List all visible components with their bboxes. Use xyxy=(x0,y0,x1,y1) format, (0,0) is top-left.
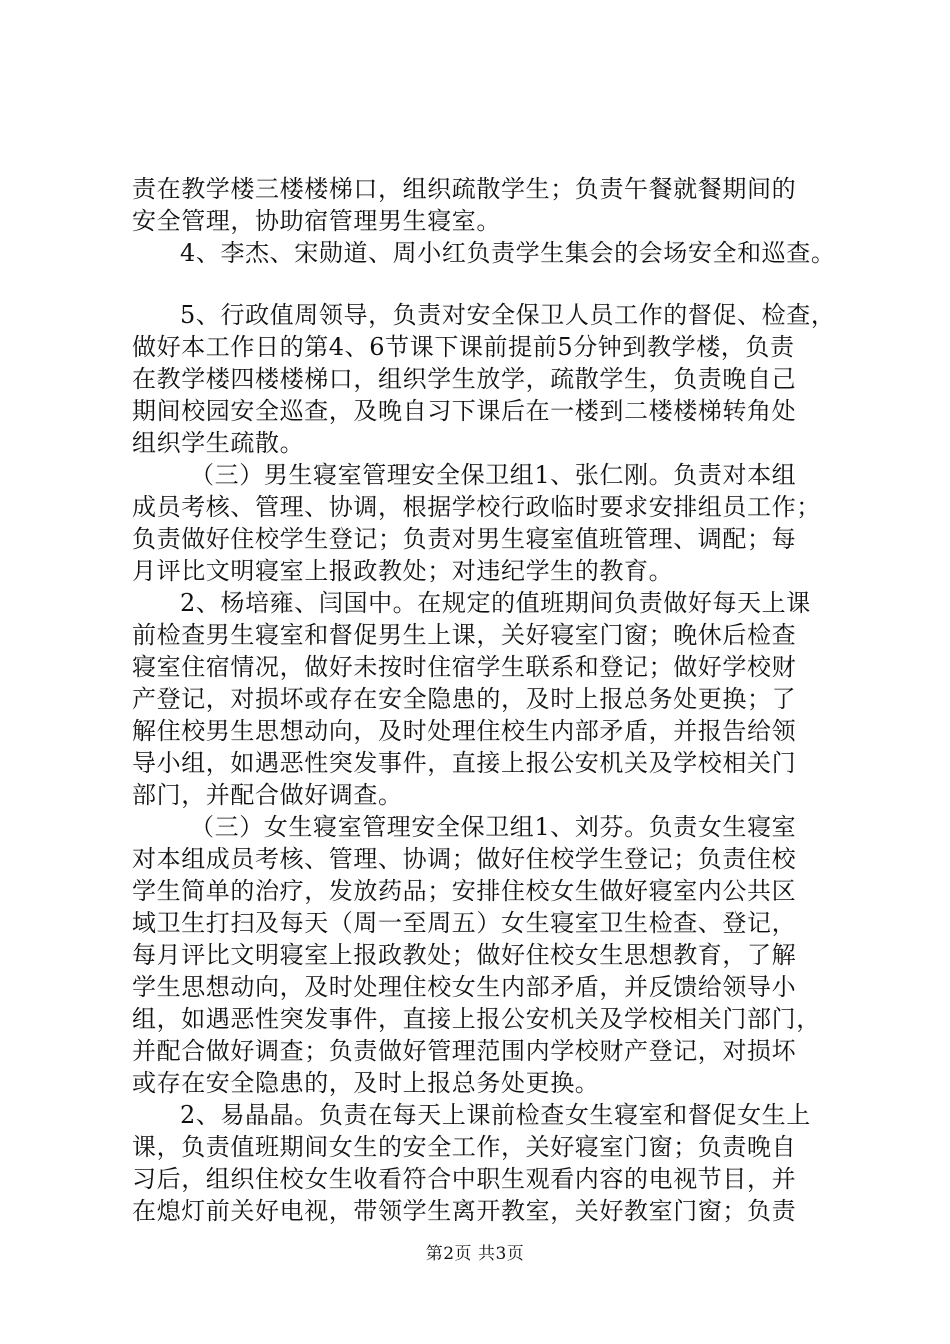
text-line: 期间校园安全巡查，及晚自习下课后在一楼到二楼楼梯转角处 xyxy=(132,397,797,425)
text-line: 2、易晶晶。负责在每天上课前检查女生寝室和督促女生上 xyxy=(180,1101,811,1129)
text-line: 学生思想动向，及时处理住校女生内部矛盾，并反馈给领导小 xyxy=(132,973,797,1001)
text-line: （三）女生寝室管理安全保卫组1、刘芬。负责女生寝室 xyxy=(190,813,797,841)
text-line: 责在教学楼三楼楼梯口，组织疏散学生；负责午餐就餐期间的 xyxy=(132,175,797,203)
text-line: 解住校男生思想动向，及时处理住校生内部矛盾，并报告给领 xyxy=(132,717,797,745)
text-line: 安全管理，协助宿管理男生寝室。 xyxy=(132,207,501,235)
text-line: 寝室住宿情况，做好未按时住宿学生联系和登记；做好学校财 xyxy=(132,653,797,681)
page-number-footer: 第2页 共3页 xyxy=(425,1244,525,1264)
text-line: 2、杨培雍、闫国中。在规定的值班期间负责做好每天上课 xyxy=(180,589,811,617)
text-line: 并配合做好调查；负责做好管理范围内学校财产登记，对损坏 xyxy=(132,1037,797,1065)
text-line: 域卫生打扫及每天（周一至周五）女生寝室卫生检查、登记， xyxy=(132,909,797,937)
text-line: 组织学生疏散。 xyxy=(132,429,305,457)
text-line: 对本组成员考核、管理、协调；做好住校学生登记；负责住校 xyxy=(132,845,797,873)
text-line: 学生简单的治疗，发放药品；安排住校女生做好寝室内公共区 xyxy=(132,877,797,905)
text-line: 产登记，对损坏或存在安全隐患的，及时上报总务处更换；了 xyxy=(132,685,797,713)
text-line: 部门，并配合做好调查。 xyxy=(132,781,403,809)
text-line: 月评比文明寝室上报政教处；对违纪学生的教育。 xyxy=(132,557,674,585)
text-line: 课，负责值班期间女生的安全工作，关好寝室门窗；负责晚自 xyxy=(132,1133,797,1161)
text-line: 做好本工作日的第4、6节课下课前提前5分钟到教学楼，负责 xyxy=(132,333,795,361)
text-line: （三）男生寝室管理安全保卫组1、张仁刚。负责对本组 xyxy=(190,461,797,489)
text-line: 习后，组织住校女生收看符合中职生观看内容的电视节目，并 xyxy=(132,1165,797,1193)
text-line: 在教学楼四楼楼梯口，组织学生放学，疏散学生，负责晚自己 xyxy=(132,365,797,393)
text-line: 或存在安全隐患的，及时上报总务处更换。 xyxy=(132,1069,600,1097)
text-line: 组，如遇恶性突发事件，直接上报公安机关及学校相关门部门， xyxy=(132,1005,821,1033)
text-line: 5、行政值周领导，负责对安全保卫人员工作的督促、检查， xyxy=(180,301,836,329)
text-line: 成员考核、管理、协调，根据学校行政临时要求安排组员工作； xyxy=(132,493,821,521)
text-line: 前检查男生寝室和督促男生上课，关好寝室门窗；晚休后检查 xyxy=(132,621,797,649)
text-line: 每月评比文明寝室上报政教处；做好住校女生思想教育，了解 xyxy=(132,941,797,969)
text-line: 负责做好住校学生登记；负责对男生寝室值班管理、调配；每 xyxy=(132,525,797,553)
text-line: 4、李杰、宋勋道、周小红负责学生集会的会场安全和巡查。 xyxy=(180,239,836,267)
text-line: 导小组，如遇恶性突发事件，直接上报公安机关及学校相关门 xyxy=(132,749,797,777)
text-line: 在熄灯前关好电视，带领学生离开教室，关好教室门窗；负责 xyxy=(132,1197,797,1225)
